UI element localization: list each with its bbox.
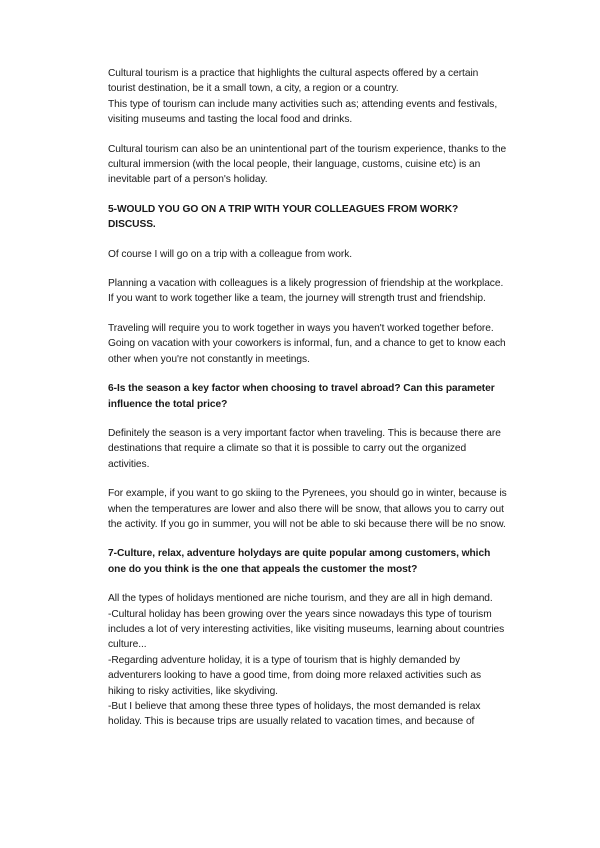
q6-paragraph-2: For example, if you want to go skiing to the Pyrenees, you should go in winter, because is when the temperatures are lower and also there will be snow, that allows you to carry out the activity. If you go in summer, you will not be able to ski because there will be no snow.	[108, 488, 507, 530]
q7-paragraph-3: -Regarding adventure holiday, it is a type of tourism that is highly demanded by adventurers looking to have a good time, from doing more relaxed activities such as hiking to risky activities, like skydiving.	[108, 654, 481, 697]
intro-paragraph-2: This type of tourism can include many activities such as; attending events and festivals, visiting museums and tasting the local food and drinks.	[108, 98, 498, 126]
document-page	[108, 66, 508, 730]
q5-paragraph-3: Traveling will require you to work together in ways you haven't worked together before. Going on vacation with your coworkers is informal, fun, and a chance to get to know each other when you're not constantly in meetings.	[108, 322, 506, 365]
intro-paragraph-3: Cultural tourism can also be an unintentional part of the tourism experience, thanks to the cultural immersion (with the local people, their language, customs, cuisine etc) is an inevitable part of a person's holiday.	[108, 143, 507, 186]
question-5-heading: 5-WOULD YOU GO ON A TRIP WITH YOUR COLLEAGUES FROM WORK? DISCUSS.	[108, 203, 459, 231]
q5-paragraph-1: Of course I will go on a trip with a colleague from work.	[108, 248, 353, 260]
q7-paragraph-1: All the types of holidays mentioned are niche tourism, and they are all in high demand.	[108, 593, 493, 605]
q7-paragraph-4: -But I believe that among these three types of holidays, the most demanded is relax holiday. This is because trips are usually related to vacation times, and because of	[108, 701, 481, 728]
q7-paragraph-2: -Cultural holiday has been growing over the years since nowadays this type of tourism includes a lot of very interesting activities, like visiting museums, learning about countries culture...	[108, 608, 505, 651]
q5-paragraph-2: Planning a vacation with colleagues is a likely progression of friendship at the workplace. If you want to work together like a team, the journey will strength trust and friendship.	[108, 278, 504, 305]
q6-paragraph-1: Definitely the season is a very important factor when traveling. This is because there are destinations that require a climate so that it is possible to carry out the organized activities.	[108, 427, 501, 470]
question-6-heading: 6-Is the season a key factor when choosing to travel abroad? Can this parameter influence the total price?	[108, 383, 495, 410]
question-7-heading: 7-Culture, relax, adventure holydays are quite popular among customers, which one do you think is the one that appeals the customer the most?	[108, 548, 491, 575]
intro-paragraph-1: Cultural tourism is a practice that highlights the cultural aspects offered by a certain tourist destination, be it a small town, a city, a region or a country.	[108, 68, 479, 95]
